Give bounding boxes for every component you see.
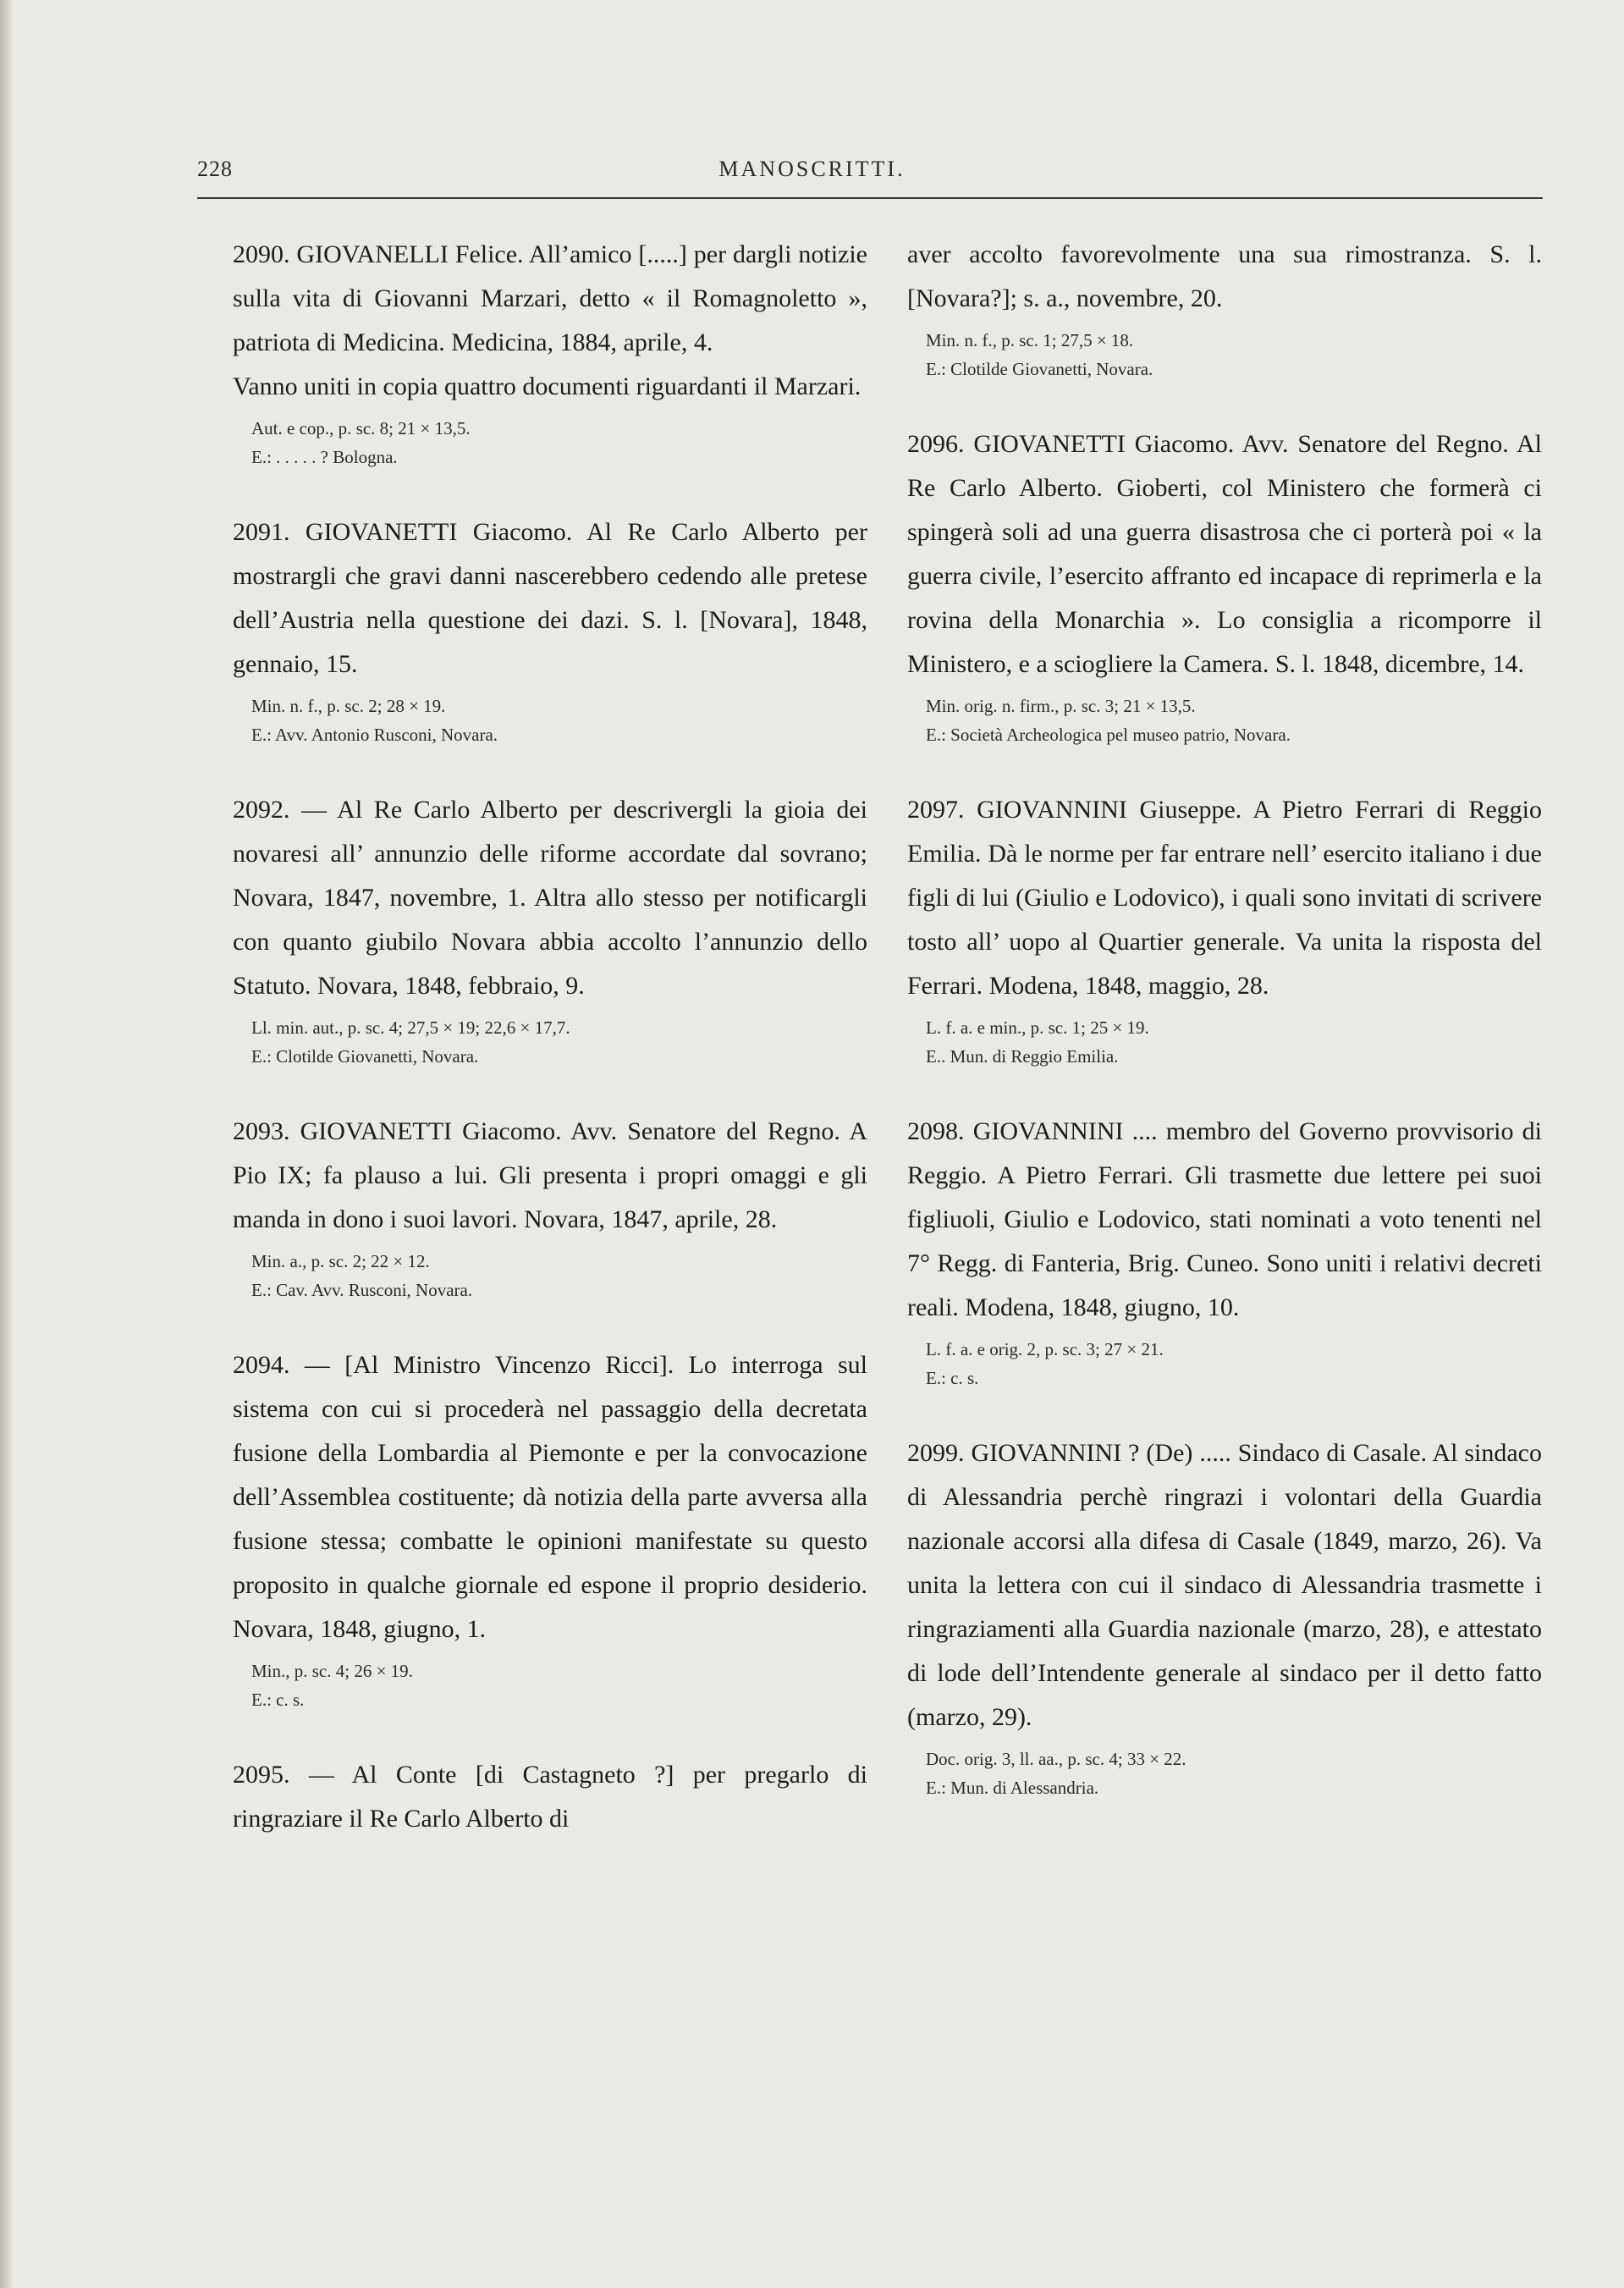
meta-description: Min. orig. n. firm., p. sc. 3; 21 × 13,5. <box>926 696 1196 716</box>
entry-meta <box>233 1247 867 1304</box>
entry-2096 <box>907 422 1542 749</box>
entry-text: 2090. GIOVANELLI Felice. All’amico [.....] per dargli notizie sulla vita di Giovanni Marzari, detto « il Romagnoletto », patriota di Medicina. Medicina, 1884, aprile, 4. <box>233 240 867 356</box>
entry-2090 <box>233 233 867 471</box>
meta-description: Doc. orig. 3, ll. aa., p. sc. 4; 33 × 22. <box>926 1749 1186 1769</box>
entry-2093 <box>233 1110 867 1304</box>
scan-edge-shadow <box>0 0 14 2288</box>
entry-text: 2099. GIOVANNINI ? (De) ..... Sindaco di Casale. Al sindaco di Alessandria perchè ringrazi i volontari della Guardia nazionale accorsi alla difesa di Casale (1849, marzo, 26). Va unita la lettera con cui il sindaco di Alessandria trasmette i ringraziamenti alla Guardia nazionale (marzo, 28), e attestato di lode dell’Intendente generale al sindaco per il detto fatto (marzo, 29). <box>907 1439 1542 1731</box>
meta-description: L. f. a. e orig. 2, p. sc. 3; 27 × 21. <box>926 1339 1164 1359</box>
meta-owner: E.: Clotilde Giovanetti, Novara. <box>251 1046 479 1067</box>
entry-2091 <box>233 510 867 749</box>
entry-text: 2091. GIOVANETTI Giacomo. Al Re Carlo Alberto per mostrargli che gravi danni nascerebbero cedendo alle pretese dell’Austria nella questione dei dazi. S. l. [Novara], 1848, gennaio, 15. <box>233 518 867 678</box>
entry-meta <box>233 414 867 471</box>
entry-meta <box>907 1745 1542 1802</box>
entry-text: 2093. GIOVANETTI Giacomo. Avv. Senatore del Regno. A Pio IX; fa plauso a lui. Gli presenta i propri omaggi e gli manda in dono i suoi lavori. Novara, 1847, aprile, 28. <box>233 1117 867 1233</box>
meta-description: Min. a., p. sc. 2; 22 × 12. <box>251 1251 430 1271</box>
meta-owner: E.. Mun. di Reggio Emilia. <box>926 1046 1119 1067</box>
entry-text: 2094. — [Al Ministro Vincenzo Ricci]. Lo interroga sul sistema con cui si procederà nel passaggio della decretata fusione della Lombardia al Piemonte e per la convocazione dell’Assemblea costituente; dà notizia della parte avversa alla fusione stessa; combatte le opinioni manifestate su questo proposito in qualche giornale ed espone il proprio desiderio. Novara, 1848, giugno, 1. <box>233 1351 867 1643</box>
entry-2095 <box>233 1753 867 1841</box>
meta-description: L. f. a. e min., p. sc. 1; 25 × 19. <box>926 1017 1149 1038</box>
entry-meta <box>233 1013 867 1071</box>
meta-description: Min. n. f., p. sc. 2; 28 × 19. <box>251 696 446 716</box>
meta-owner: E.: Cav. Avv. Rusconi, Novara. <box>251 1280 473 1300</box>
entry-text: 2098. GIOVANNINI .... membro del Governo provvisorio di Reggio. A Pietro Ferrari. Gli trasmette due lettere pei suoi figliuoli, Giulio e Lodovico, stati nominati a voto tenenti nel 7° Regg. di Fanteria, Brig. Cuneo. Sono uniti i relativi decreti reali. Modena, 1848, giugno, 10. <box>907 1117 1542 1321</box>
meta-owner: E.: c. s. <box>926 1368 979 1388</box>
meta-owner: E.: Mun. di Alessandria. <box>926 1778 1099 1798</box>
right-column <box>907 233 1542 2137</box>
entry-meta <box>233 1657 867 1714</box>
entry-text: 2097. GIOVANNINI Giuseppe. A Pietro Ferrari di Reggio Emilia. Dà le norme per far entrare nell’ esercito italiano i due figli di lui (Giulio e Lodovico), i quali sono invitati di scrivere tosto all’ uopo al Quartier generale. Va unita la risposta del Ferrari. Modena, 1848, maggio, 28. <box>907 796 1542 1000</box>
entry-2095-continued <box>907 233 1542 383</box>
entry-text: 2096. GIOVANETTI Giacomo. Avv. Senatore del Regno. Al Re Carlo Alberto. Gioberti, col Ministero che formerà ci spingerà soli ad una guerra disastrosa che ci porterà poi « la guerra civile, l’esercito affranto ed incapace di reprimerla e la rovina della Monarchia ». Lo consiglia a ricomporre il Ministero, e a sciogliere la Camera. S. l. 1848, dicembre, 14. <box>907 430 1542 678</box>
entry-2097 <box>907 788 1542 1071</box>
meta-owner: E.: c. s. <box>251 1690 305 1710</box>
meta-owner: E.: Società Archeologica pel museo patrio, Novara. <box>926 725 1291 745</box>
entry-meta <box>907 1335 1542 1392</box>
entry-meta <box>907 692 1542 749</box>
entry-meta <box>907 326 1542 383</box>
entry-2099 <box>907 1431 1542 1802</box>
entry-2094 <box>233 1343 867 1714</box>
meta-description: Min., p. sc. 4; 26 × 19. <box>251 1661 413 1681</box>
meta-owner: E.: Avv. Antonio Rusconi, Novara. <box>251 725 498 745</box>
entry-text: 2092. — Al Re Carlo Alberto per descrivergli la gioia dei novaresi all’ annunzio delle riforme accordate dal sovrano; Novara, 1847, novembre, 1. Altra allo stesso per notificargli con quanto giubilo Novara abbia accolto l’annunzio dello Statuto. Novara, 1848, febbraio, 9. <box>233 796 867 1000</box>
meta-owner: E.: Clotilde Giovanetti, Novara. <box>926 359 1153 379</box>
entry-text: aver accolto favorevolmente una sua rimostranza. S. l. [Novara?]; s. a., novembre, 20. <box>907 240 1542 312</box>
entry-2092 <box>233 788 867 1071</box>
header-rule <box>197 197 1543 199</box>
entry-text: 2095. — Al Conte [di Castagneto ?] per pregarlo di ringraziare il Re Carlo Alberto di <box>233 1761 867 1833</box>
meta-description: Aut. e cop., p. sc. 8; 21 × 13,5. <box>251 418 471 438</box>
entry-meta <box>233 692 867 749</box>
running-title: MANOSCRITTI. <box>718 157 906 181</box>
entry-note: Vanno uniti in copia quattro documenti riguardanti il Marzari. <box>233 372 862 400</box>
left-column <box>233 233 867 2137</box>
page-header <box>0 157 1624 190</box>
meta-owner: E.: . . . . . ? Bologna. <box>251 447 398 467</box>
meta-description: Min. n. f., p. sc. 1; 27,5 × 18. <box>926 330 1134 350</box>
entry-meta <box>907 1013 1542 1071</box>
page-number: 228 <box>197 157 233 181</box>
entry-2098 <box>907 1110 1542 1392</box>
meta-description: Ll. min. aut., p. sc. 4; 27,5 × 19; 22,6 × 17,7. <box>251 1017 570 1038</box>
